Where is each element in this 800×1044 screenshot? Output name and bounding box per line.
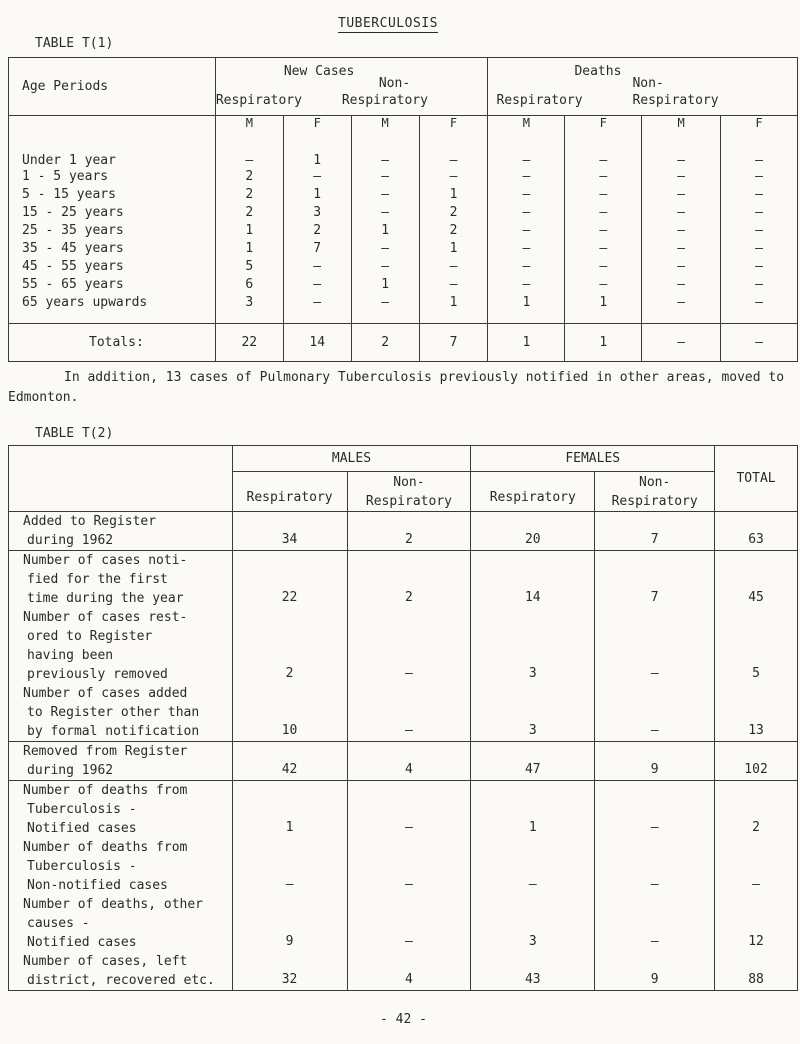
value-cell: – — [642, 132, 721, 168]
total-cell: – — [721, 324, 798, 362]
total-header: TOTAL — [715, 446, 798, 512]
new-nonresp-header-2: Respiratory — [341, 93, 428, 108]
value-cell: 9 — [595, 952, 715, 991]
row-label: Number of cases added to Register other than by formal notification — [23, 686, 200, 739]
table-row — [9, 512, 798, 551]
value-cell: – — [347, 781, 471, 839]
value-cell: – — [351, 204, 419, 222]
value-cell: – — [488, 222, 565, 240]
sex-label: F — [283, 116, 351, 132]
value-cell: – — [642, 168, 721, 186]
deaths-nonresp-header-2: Respiratory — [632, 93, 719, 108]
blank-header — [9, 472, 233, 512]
blank-header — [9, 446, 233, 472]
value-cell: 2 — [283, 222, 351, 240]
row-label: Number of deaths, other causes - Notified cases — [23, 897, 204, 950]
table-row — [9, 204, 798, 222]
value-cell: – — [283, 258, 351, 276]
table-row — [9, 168, 798, 186]
value-cell: – — [471, 838, 595, 895]
value-cell: – — [595, 838, 715, 895]
value-cell: – — [595, 781, 715, 839]
value-cell: 102 — [715, 742, 798, 781]
value-cell: 1 — [565, 294, 642, 312]
age-period-cell: 35 - 45 years — [22, 241, 124, 256]
value-cell: 34 — [232, 512, 347, 551]
sex-label: F — [419, 116, 488, 132]
value-cell: 7 — [283, 240, 351, 258]
table-row — [9, 186, 798, 204]
total-cell: 7 — [419, 324, 488, 362]
table1-label: TABLE T(1) — [35, 36, 114, 51]
value-cell: 5 — [215, 258, 283, 276]
value-cell: 2 — [715, 781, 798, 839]
table-row — [9, 608, 798, 684]
value-cell: 14 — [471, 551, 595, 609]
value-cell: 4 — [347, 742, 471, 781]
age-period-cell: 25 - 35 years — [22, 223, 124, 238]
page-number: - 42 - — [380, 1012, 427, 1027]
value-cell: 1 — [351, 222, 419, 240]
value-cell: 1 — [215, 222, 283, 240]
total-cell: 2 — [351, 324, 419, 362]
value-cell: – — [642, 258, 721, 276]
value-cell: – — [595, 608, 715, 684]
value-cell: 42 — [232, 742, 347, 781]
females-resp-header: Respiratory — [471, 472, 595, 512]
age-period-cell: 1 - 5 years — [22, 169, 109, 184]
value-cell: – — [283, 276, 351, 294]
value-cell: – — [565, 258, 642, 276]
age-period-cell: 5 - 15 years — [22, 187, 116, 202]
value-cell: – — [721, 186, 798, 204]
value-cell: – — [419, 258, 488, 276]
value-cell: – — [715, 838, 798, 895]
value-cell: 2 — [419, 204, 488, 222]
row-label: Removed from Register during 1962 — [9, 742, 233, 781]
value-cell: 1 — [471, 781, 595, 839]
table-row — [9, 222, 798, 240]
note-text: In addition, 13 cases of Pulmonary Tuberculosis previously notified in other areas, moved to Edmonton. — [8, 370, 785, 405]
value-cell: – — [351, 132, 419, 168]
total-cell: 1 — [565, 324, 642, 362]
total-cell: 1 — [488, 324, 565, 362]
value-cell: – — [351, 168, 419, 186]
value-cell: 3 — [283, 204, 351, 222]
value-cell: – — [488, 132, 565, 168]
value-cell: – — [721, 258, 798, 276]
table-row — [9, 294, 798, 312]
table-row — [9, 132, 798, 168]
row-label: Number of cases, left district, recovered etc. — [23, 954, 215, 988]
males-nonresp-header: Non- Respiratory — [347, 472, 471, 512]
age-period-cell: Under 1 year — [22, 152, 116, 168]
value-cell: – — [283, 294, 351, 312]
value-cell: – — [642, 186, 721, 204]
males-resp-header: Respiratory — [232, 472, 347, 512]
value-cell: – — [565, 132, 642, 168]
value-cell: 2 — [232, 608, 347, 684]
value-cell: – — [351, 240, 419, 258]
value-cell: 7 — [595, 512, 715, 551]
value-cell: 32 — [232, 952, 347, 991]
value-cell: 2 — [215, 204, 283, 222]
table-t1 — [8, 57, 798, 362]
value-cell: – — [488, 240, 565, 258]
value-cell: 13 — [715, 684, 798, 742]
value-cell: 4 — [347, 952, 471, 991]
value-cell: 1 — [232, 781, 347, 839]
value-cell: – — [565, 222, 642, 240]
value-cell: 12 — [715, 895, 798, 952]
value-cell: 9 — [232, 895, 347, 952]
value-cell: – — [642, 276, 721, 294]
value-cell: 47 — [471, 742, 595, 781]
table-row — [9, 276, 798, 294]
value-cell: – — [488, 276, 565, 294]
value-cell: 1 — [488, 294, 565, 312]
value-cell: – — [595, 684, 715, 742]
value-cell: – — [721, 204, 798, 222]
age-period-cell: 45 - 55 years — [22, 259, 124, 274]
sex-label: F — [721, 116, 798, 132]
value-cell: 7 — [595, 551, 715, 609]
blank-cell — [9, 116, 216, 132]
table-row — [9, 742, 798, 781]
value-cell: 2 — [347, 551, 471, 609]
deaths-header-cell — [488, 58, 798, 116]
value-cell: – — [721, 222, 798, 240]
value-cell: – — [721, 168, 798, 186]
row-label: Added to Register during 1962 — [9, 512, 233, 551]
value-cell: – — [351, 186, 419, 204]
table2-label: TABLE T(2) — [35, 426, 114, 441]
age-periods-header: Age Periods — [9, 58, 216, 116]
value-cell: – — [565, 204, 642, 222]
row-label: Number of deaths from Tuberculosis - Non-notified cases — [23, 840, 188, 893]
table-row — [9, 781, 798, 839]
page-title: TUBERCULOSIS — [338, 16, 438, 31]
table2-body — [9, 512, 798, 991]
value-cell: 1 — [215, 240, 283, 258]
value-cell: 1 — [283, 132, 351, 168]
value-cell: – — [595, 895, 715, 952]
value-cell: 2 — [419, 222, 488, 240]
value-cell: – — [347, 608, 471, 684]
value-cell: – — [488, 258, 565, 276]
value-cell: – — [721, 240, 798, 258]
row-label: Number of cases noti- fied for the first time during the year — [9, 551, 233, 609]
value-cell: – — [283, 168, 351, 186]
value-cell: – — [488, 168, 565, 186]
value-cell: 3 — [471, 684, 595, 742]
value-cell: 88 — [715, 952, 798, 991]
table-row — [9, 684, 798, 742]
deaths-header: Deaths — [574, 64, 622, 79]
value-cell: – — [642, 204, 721, 222]
total-cell: – — [642, 324, 721, 362]
value-cell: 43 — [471, 952, 595, 991]
value-cell: – — [347, 838, 471, 895]
value-cell: – — [721, 294, 798, 312]
value-cell: 2 — [215, 186, 283, 204]
value-cell: 3 — [471, 895, 595, 952]
value-cell: – — [488, 186, 565, 204]
value-cell: – — [721, 132, 798, 168]
table-row — [9, 895, 798, 952]
value-cell: 1 — [283, 186, 351, 204]
value-cell: 3 — [215, 294, 283, 312]
table-row — [9, 838, 798, 895]
sex-label: M — [215, 116, 283, 132]
value-cell: – — [419, 168, 488, 186]
value-cell: – — [565, 240, 642, 258]
value-cell: 1 — [351, 276, 419, 294]
row-label: Number of cases rest- ored to Register having been previously removed — [23, 610, 188, 682]
value-cell: 45 — [715, 551, 798, 609]
value-cell: 20 — [471, 512, 595, 551]
value-cell: – — [215, 132, 283, 168]
new-cases-header-cell — [215, 58, 488, 116]
value-cell: 1 — [419, 186, 488, 204]
value-cell: 2 — [215, 168, 283, 186]
value-cell: 1 — [419, 294, 488, 312]
value-cell: – — [565, 276, 642, 294]
age-period-cell: 15 - 25 years — [22, 205, 124, 220]
value-cell: – — [565, 168, 642, 186]
totals-label: Totals: — [9, 324, 216, 362]
value-cell: – — [642, 222, 721, 240]
age-period-cell: 55 - 65 years — [22, 277, 124, 292]
value-cell: – — [565, 186, 642, 204]
deaths-nonresp-header-1: Non- — [632, 76, 664, 91]
row-label: Number of deaths from Tuberculosis - Notified cases — [9, 781, 233, 839]
females-header: FEMALES — [471, 446, 715, 472]
value-cell: – — [642, 294, 721, 312]
sex-label: M — [488, 116, 565, 132]
deaths-resp-header: Respiratory — [496, 93, 583, 108]
value-cell: 9 — [595, 742, 715, 781]
new-nonresp-header-1: Non- — [378, 76, 411, 91]
total-cell: 14 — [283, 324, 351, 362]
table-t2 — [8, 445, 798, 991]
value-cell: – — [488, 204, 565, 222]
total-cell: 22 — [215, 324, 283, 362]
value-cell: – — [419, 276, 488, 294]
value-cell: 1 — [419, 240, 488, 258]
value-cell: – — [642, 240, 721, 258]
value-cell: – — [351, 294, 419, 312]
value-cell: – — [351, 258, 419, 276]
value-cell: 5 — [715, 608, 798, 684]
value-cell: 6 — [215, 276, 283, 294]
value-cell: 63 — [715, 512, 798, 551]
value-cell: 10 — [232, 684, 347, 742]
sex-label: M — [351, 116, 419, 132]
table-row — [9, 952, 798, 991]
females-nonresp-header: Non- Respiratory — [595, 472, 715, 512]
value-cell: 22 — [232, 551, 347, 609]
sex-label: M — [642, 116, 721, 132]
new-resp-header: Respiratory — [215, 93, 302, 108]
males-header: MALES — [232, 446, 471, 472]
table1-body — [9, 116, 798, 324]
age-period-cell: 65 years upwards — [22, 295, 148, 310]
sex-label: F — [565, 116, 642, 132]
value-cell: 3 — [471, 608, 595, 684]
new-cases-header: New Cases — [283, 64, 355, 79]
value-cell: – — [347, 895, 471, 952]
value-cell: – — [232, 838, 347, 895]
value-cell: – — [419, 132, 488, 168]
sex-label-row — [9, 116, 798, 132]
table-row — [9, 240, 798, 258]
value-cell: – — [721, 276, 798, 294]
table-row — [9, 258, 798, 276]
value-cell: – — [347, 684, 471, 742]
value-cell: 2 — [347, 512, 471, 551]
table-row — [9, 551, 798, 609]
